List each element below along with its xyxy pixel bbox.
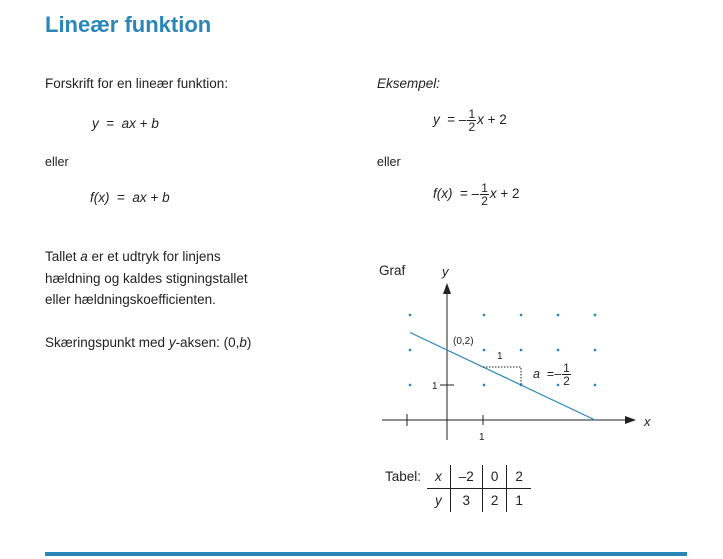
formula-y-ax: ax	[121, 116, 136, 131]
ex-y-eq: =	[447, 112, 456, 128]
page-title: Lineær funktion	[45, 12, 212, 37]
intercept-var: y	[168, 334, 176, 350]
intro-text: Forskrift for en lineær funktion:	[45, 76, 229, 91]
table-y-value: 1	[507, 489, 531, 513]
ex-fx-lhs: f(x)	[433, 186, 453, 202]
table-label: Tabel:	[385, 469, 422, 485]
ex-y-num: 1	[468, 107, 476, 121]
intercept-a: Skæringspunkt med	[45, 334, 169, 350]
table-label-spacer	[377, 489, 427, 513]
y-axis-label: y	[442, 264, 449, 279]
grid-dot	[594, 384, 596, 386]
formula-y-lhs: y	[92, 116, 99, 131]
table-y-value: 3	[450, 489, 482, 513]
table-y-value: 2	[482, 489, 507, 513]
slope-a: a	[533, 366, 540, 381]
grid-dot	[557, 314, 559, 316]
grid-dot	[520, 349, 522, 351]
table-x-value: –2	[450, 465, 482, 489]
table-row-x	[377, 465, 531, 489]
ex-y-rest: + 2	[487, 112, 507, 128]
formula-y-eq: =	[106, 116, 115, 131]
slope-eq: =	[546, 366, 555, 381]
grid-dot	[594, 314, 596, 316]
desc-l1-b: er et udtryk for linjens	[87, 249, 221, 264]
intercept-c: b	[239, 334, 247, 350]
formula-y-plus: +	[139, 116, 148, 131]
slope-num: 1	[563, 361, 570, 375]
grid-dot	[409, 349, 411, 351]
x-tick-label: 1	[479, 432, 485, 443]
table-y-label: y	[435, 493, 442, 508]
ex-fx-eq: =	[460, 186, 468, 202]
ex-y-x: x	[477, 112, 484, 128]
example-label: Eksempel:	[377, 76, 441, 91]
grid-dot	[520, 314, 522, 316]
description-line-2: hældning og kaldes stigningstallet	[45, 270, 248, 286]
or-text-left: eller	[45, 155, 69, 169]
run-label: 1	[497, 351, 503, 362]
intercept-d: )	[246, 334, 252, 350]
table-row-y	[377, 489, 531, 513]
intercept-point-label: (0,2)	[453, 336, 474, 347]
ex-fx-minus: –	[471, 186, 480, 202]
table-x-value: 2	[507, 465, 531, 489]
formula-fx-plus: +	[150, 190, 159, 205]
formula-fx-eq: =	[117, 190, 125, 205]
grid-dot	[557, 349, 559, 351]
slope-den: 2	[563, 374, 570, 388]
ex-fx-x: x	[489, 186, 497, 202]
intercept-b: -aksen: (0,	[175, 334, 240, 350]
ex-y-minus: –	[458, 112, 467, 128]
ex-fx-num: 1	[481, 181, 488, 195]
value-table	[377, 465, 531, 512]
grid-dot	[483, 349, 485, 351]
formula-fx-b: b	[162, 190, 170, 205]
formula-fx-lhs: f(x)	[90, 190, 110, 205]
ex-fx-den: 2	[481, 194, 488, 208]
desc-l1-a: Tallet	[45, 249, 81, 264]
ex-fx-rest: + 2	[500, 186, 520, 202]
bottom-rule	[45, 552, 687, 556]
slope-annotation	[533, 362, 572, 387]
table-x-value: 0	[482, 465, 507, 489]
x-axis-label: x	[644, 414, 651, 429]
slope-fraction	[562, 362, 571, 387]
grid-dot	[594, 349, 596, 351]
formula-y-b: b	[151, 116, 159, 131]
ex-y-lhs: y	[433, 112, 440, 128]
grid-dot	[409, 384, 411, 386]
grid-dot	[409, 314, 411, 316]
formula-fx-ax: ax	[132, 190, 147, 205]
ex-y-den: 2	[468, 120, 476, 134]
description-line-3: eller hældningskoefficienten.	[45, 292, 216, 307]
or-text-right: eller	[377, 155, 401, 169]
grid-dot	[483, 384, 485, 386]
x-axis-arrow-icon	[625, 416, 636, 424]
slope-minus: –	[554, 366, 562, 381]
table-x-label: x	[427, 465, 450, 489]
graph-label: Graf	[379, 263, 406, 278]
grid-dot	[483, 314, 485, 316]
y-axis-arrow-icon	[443, 283, 451, 294]
y-tick-label: 1	[432, 381, 438, 392]
desc-l1-var: a	[80, 249, 88, 264]
